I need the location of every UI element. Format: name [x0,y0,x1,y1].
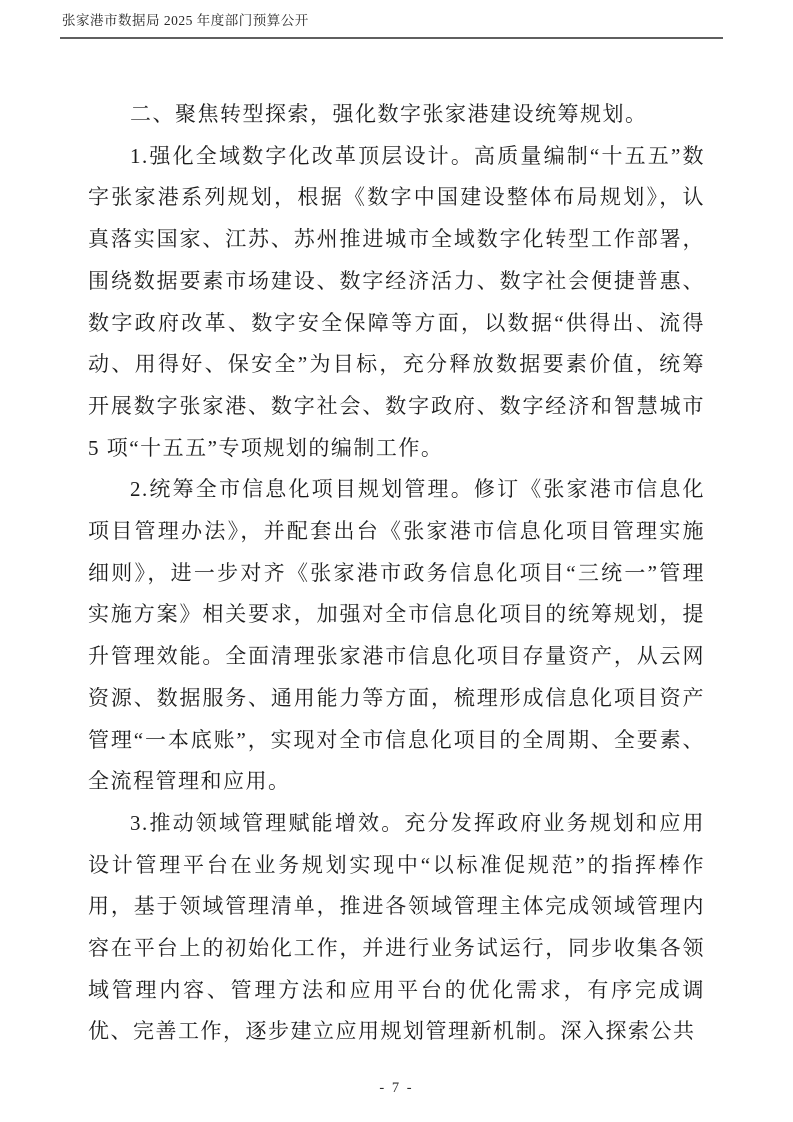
document-body [88,94,705,1053]
page-header [60,13,723,39]
page-footer [0,1080,793,1097]
paragraph-section-heading: 二、聚焦转型探索，强化数字张家港建设统筹规划。 [130,102,648,126]
paragraph-item-2: 2.统筹全市信息化项目规划管理。修订《张家港市信息化项目管理办法》，并配套出台《张家港市信息化项目管理实施细则》，进一步对齐《张家港市政务信息化项目“三统一”管理实施方案》相关要求，加强对全市信息化项目的统筹规划，提升管理效能。全面清理张家港市信息化项目存量资产，从云网资源、数据服务、通用能力等方面，梳理形成信息化项目资产管理“一本底账”，实现对全市信息化项目的全周期、全要素、全流程管理和应用。 [88,477,705,794]
paragraph-item-3: 3.推动领域管理赋能增效。充分发挥政府业务规划和应用设计管理平台在业务规划实现中“以标准促规范”的指挥棒作用，基于领域管理清单，推进各领域管理主体完成领域管理内容在平台上的初始化工作，并进行业务试运行，同步收集各领域管理内容、管理方法和应用平台的优化需求，有序完成调优、完善工作，逐步建立应用规划管理新机制。深入探索公共 [88,810,705,1044]
page-number: - 7 - [379,1080,414,1096]
paragraph-item-1: 1.强化全域数字化改革顶层设计。高质量编制“十五五”数字张家港系列规划，根据《数字中国建设整体布局规划》，认真落实国家、江苏、苏州推进城市全域数字化转型工作部署，围绕数据要素市场建设、数字经济活力、数字社会便捷普惠、数字政府改革、数字安全保障等方面，以数据“供得出、流得动、用得好、保安全”为目标，充分释放数据要素价值，统筹开展数字张家港、数字社会、数字政府、数字经济和智慧城市 5 项“十五五”专项规划的编制工作。 [88,143,705,460]
header-title: 张家港市数据局 2025 年度部门预算公开 [62,13,309,28]
